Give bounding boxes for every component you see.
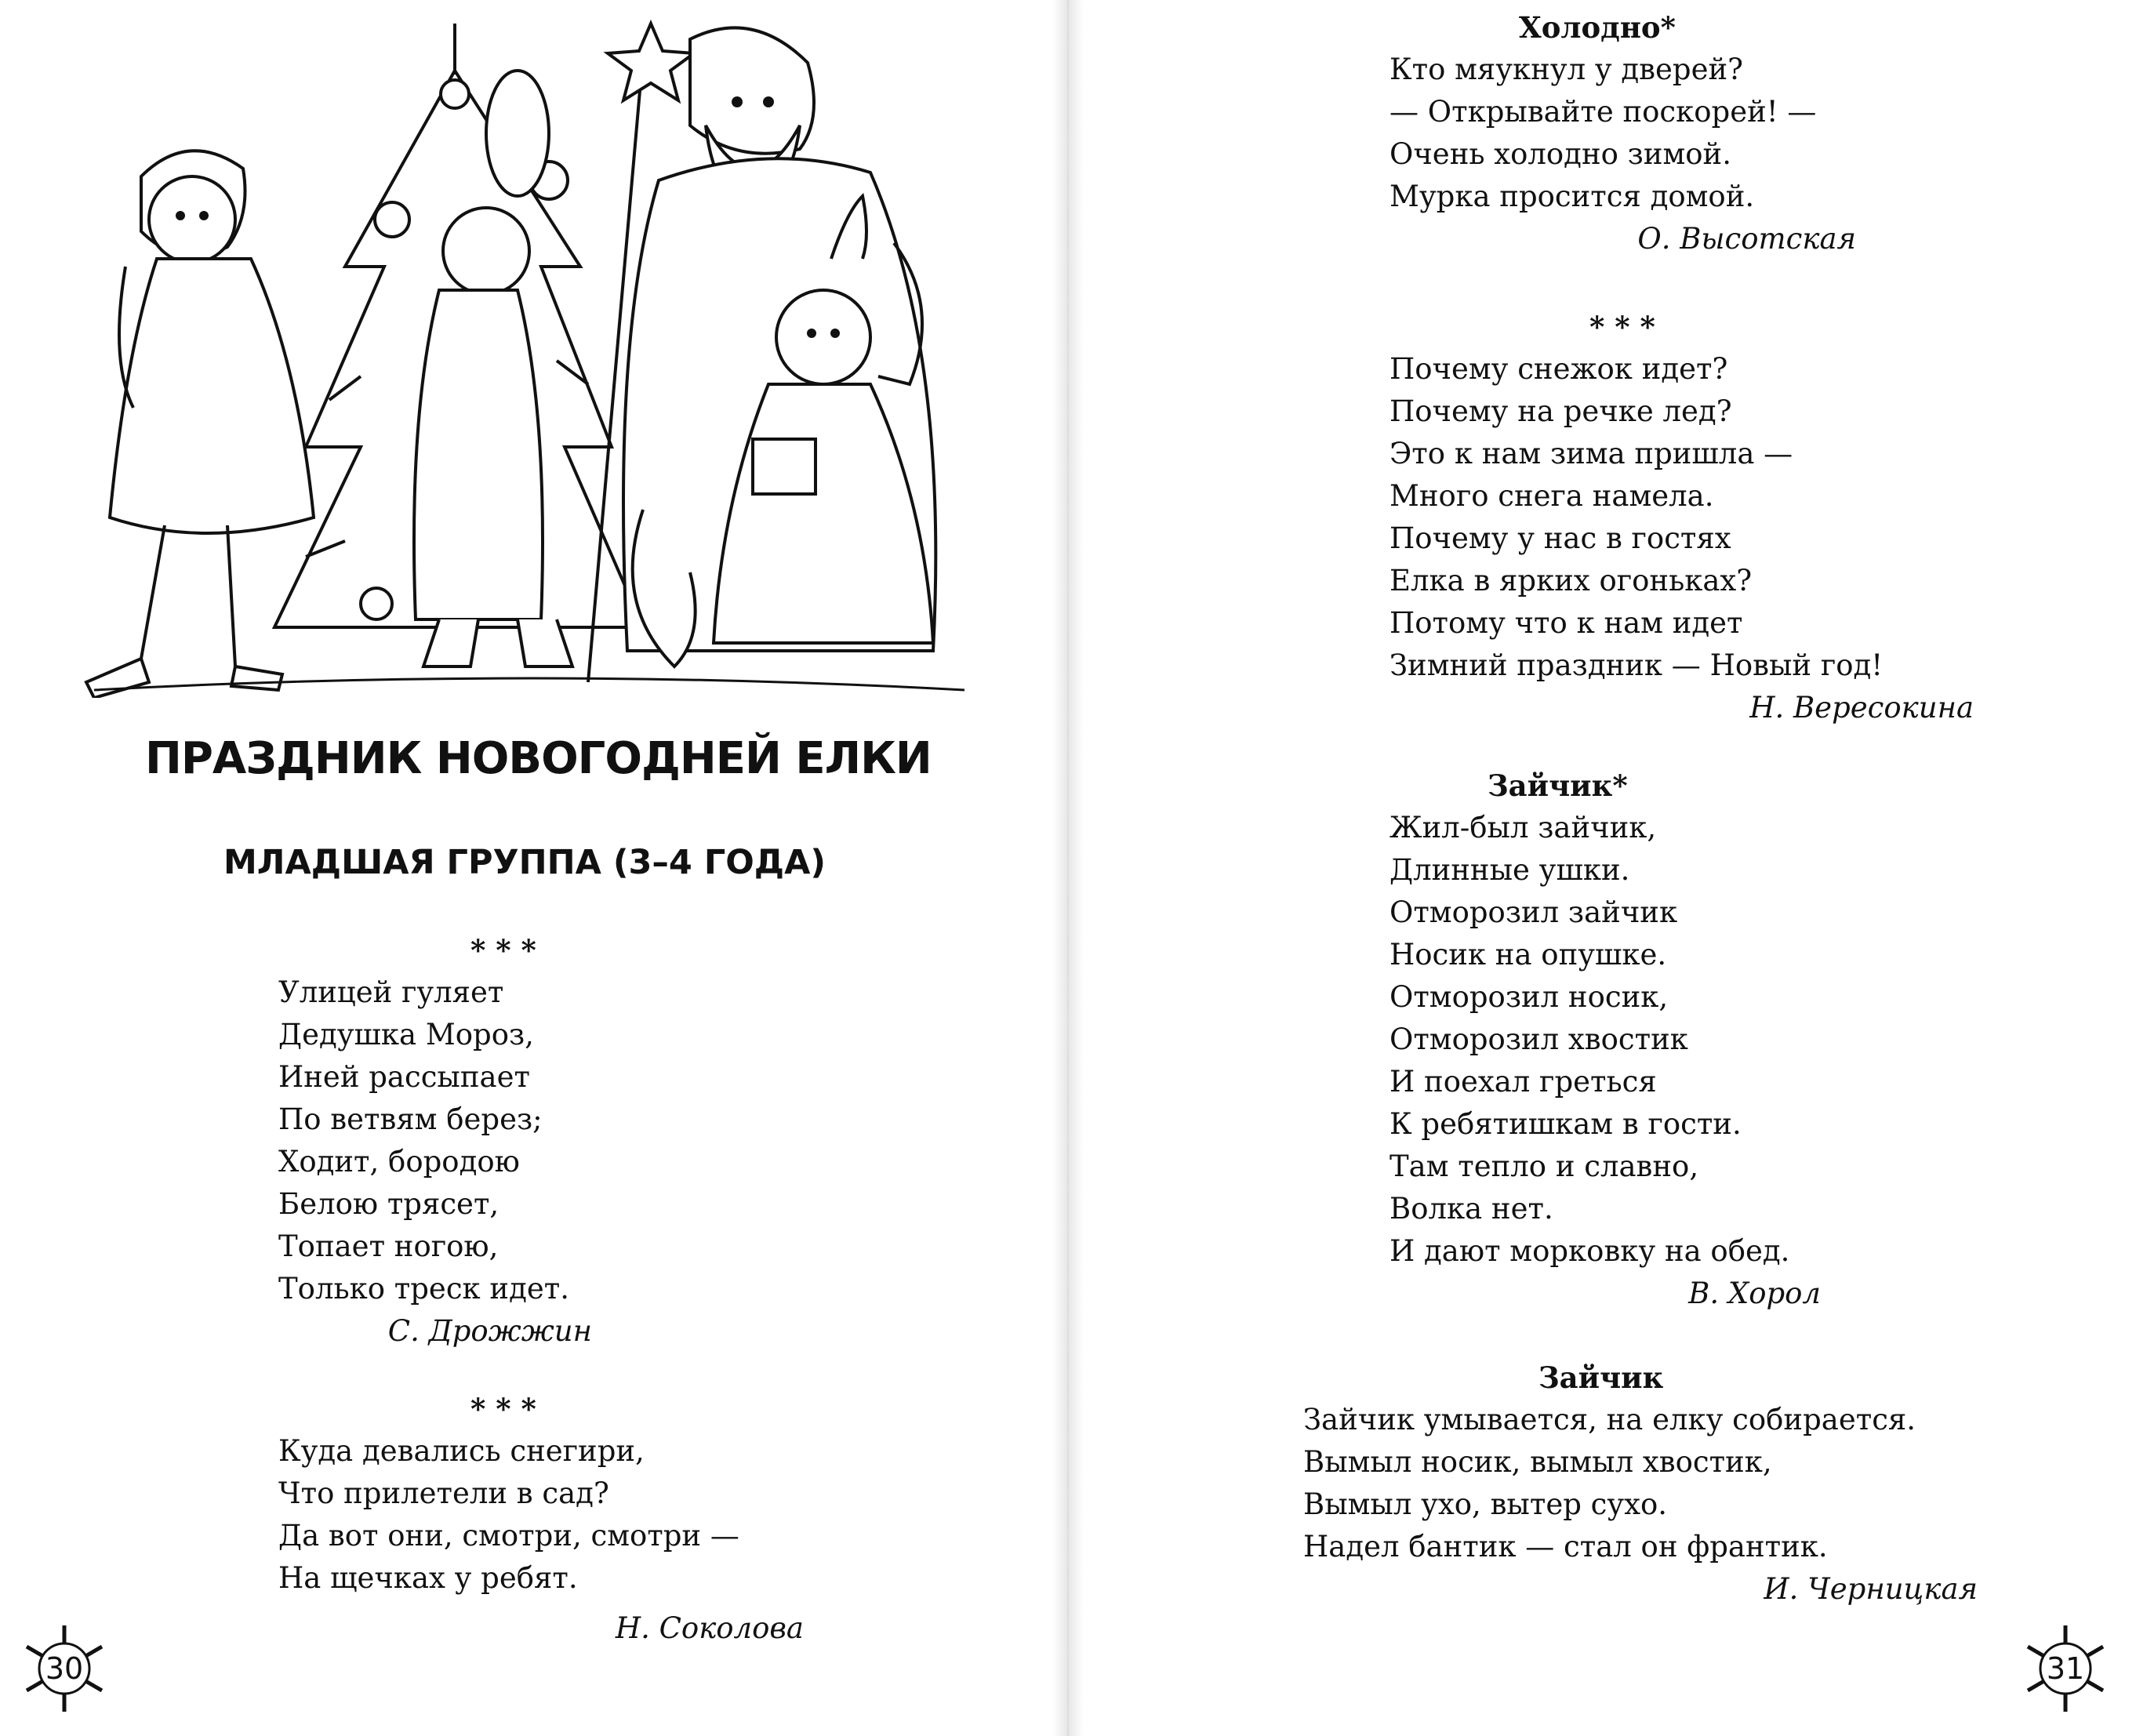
poem-line: И дают морковку на обед. [1389, 1234, 1790, 1268]
poem-line: Иней рассыпает [278, 1060, 530, 1094]
poem-line: — Открывайте поскорей! — [1389, 95, 1817, 129]
poem-line: Носик на опушке. [1389, 938, 1667, 972]
poem-line: Очень холодно зимой. [1389, 137, 1731, 171]
poem-line: Вымыл носик, вымыл хвостик, [1303, 1445, 1772, 1479]
right-page [1068, 0, 2136, 1736]
poem-uliczey-gulyaet [278, 929, 592, 1353]
poem-line: Почему на речке лед? [1389, 394, 1732, 428]
poem-line: Ходит, бородою [278, 1145, 520, 1179]
poem-line: И поехал греться [1389, 1065, 1657, 1099]
poem-line: К ребятишкам в гости. [1389, 1107, 1742, 1141]
poem-author: Н. Вересокина [1749, 691, 1974, 725]
poem-line: Что прилетели в сад? [278, 1476, 609, 1510]
page-number: 30 [45, 1651, 84, 1686]
poem-line: Улицей гуляет [278, 975, 504, 1009]
poem-line: Отморозил зайчик [1389, 895, 1678, 929]
poem-line: Только треск идет. [278, 1272, 569, 1306]
poem-author: И. Черницкая [1764, 1572, 1978, 1606]
poem-snegiri [278, 1388, 804, 1650]
poem-line: Потому что к нам идет [1389, 606, 1743, 640]
poem-line: Мурка просится домой. [1389, 180, 1755, 213]
poem-line: По ветвям берез; [278, 1102, 543, 1136]
poem-line: Волка нет. [1389, 1192, 1553, 1226]
page-number: 31 [2046, 1651, 2085, 1686]
poem-line: Отморозил носик, [1389, 980, 1669, 1014]
poem-line: Куда девались снегири, [278, 1434, 645, 1468]
page-number-badge [2018, 1622, 2112, 1716]
poem-line: Отморозил хвостик [1389, 1022, 1688, 1056]
poem-holodno [1389, 6, 1856, 260]
poem-author: В. Хорол [1688, 1277, 1821, 1310]
poem-title: Зайчик* [1488, 768, 1628, 803]
poem-snezhok [1389, 306, 1974, 729]
poem-title: Холодно* [1519, 10, 1676, 45]
poem-line: Длинные ушки. [1389, 853, 1630, 887]
poem-author: С. Дрожжин [387, 1314, 592, 1348]
poem-line: Это к нам зима пришла — [1389, 437, 1793, 470]
christmas-party-illustration [47, 8, 972, 698]
poem-stars: * * * [1589, 310, 1655, 344]
poem-line: Жил-был зайчик, [1389, 811, 1657, 844]
poem-line: Дедушка Мороз, [278, 1018, 534, 1051]
poem-stars: * * * [470, 1392, 536, 1426]
section-title: ПРАЗДНИК НОВОГОДНЕЙ ЕЛКИ [145, 733, 932, 784]
poem-zaichik-holor [1389, 764, 1821, 1315]
poem-line: Там тепло и славно, [1389, 1149, 1699, 1183]
poem-line: Топает ногою, [278, 1229, 499, 1263]
poem-line: Белою трясет, [278, 1187, 499, 1221]
poem-line: Зимний праздник — Новый год! [1389, 648, 1884, 682]
poem-title: Зайчик [1538, 1360, 1664, 1395]
poem-line: Почему снежок идет? [1389, 352, 1728, 386]
poem-line: На щечках у ребят. [278, 1561, 578, 1595]
poem-stars: * * * [470, 933, 536, 968]
poem-line: Вымыл ухо, вытер сухо. [1303, 1487, 1668, 1521]
poem-line: Надел бантик — стал он франтик. [1303, 1530, 1828, 1563]
poem-line: Зайчик умывается, на елку собирается. [1303, 1403, 1916, 1436]
poem-line: Почему у нас в гостях [1389, 521, 1731, 555]
poem-author: Н. Соколова [615, 1611, 804, 1645]
page-number-badge [17, 1622, 111, 1716]
group-title: МЛАДШАЯ ГРУППА (3–4 ГОДА) [223, 843, 826, 882]
poem-line: Елка в ярких огоньках? [1389, 564, 1753, 597]
poem-line: Да вот они, смотри, смотри — [278, 1519, 739, 1553]
poem-zaichik-chernitskaya [1303, 1356, 1978, 1611]
poem-line: Кто мяукнул у дверей? [1389, 53, 1743, 86]
poem-line: Много снега намела. [1389, 479, 1714, 513]
poem-author: О. Высотская [1637, 222, 1856, 256]
